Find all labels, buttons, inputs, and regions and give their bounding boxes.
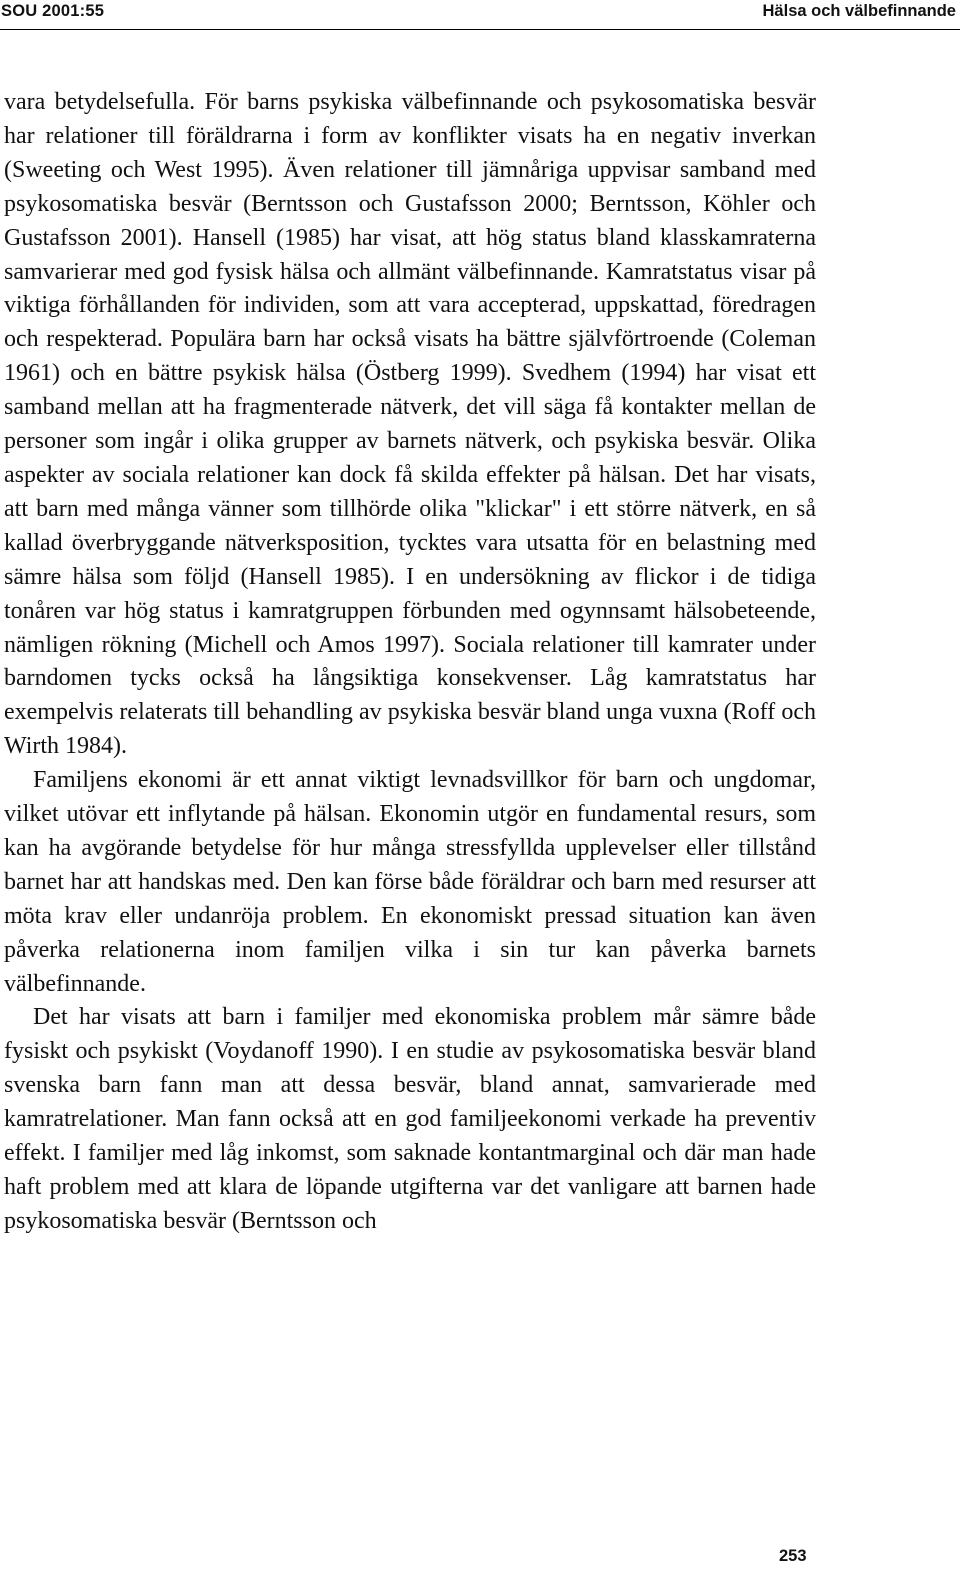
header-divider [0, 29, 960, 30]
body-text [4, 86, 816, 1239]
paragraph-1: vara betydelsefulla. För barns psykiska välbefinnande och psykosomatiska besvär har relationer till föräldrarna i form av konflikter visats ha en negativ inverkan (Sweeting och West 1995). Även relationer till jämnåriga uppvisar samband med psykosomatiska besvär (Berntsson och Gustafsson 2000; Berntsson, Köhler och Gustafsson 2001). Hansell (1985) har visat, att hög status bland klasskamraterna samvarierar med god fysisk hälsa och allmänt välbefinnande. Kamratstatus visar på viktiga förhållanden för individen, som att vara accepterad, uppskattad, föredragen och respekterad. Populära barn har också visats ha bättre självförtroende (Coleman 1961) och en bättre psykisk hälsa (Östberg 1999). Svedhem (1994) har visat ett samband mellan att ha fragmenterade nätverk, det vill säga få kontakter mellan de personer som ingår i olika grupper av barnets nätverk, och psykiska besvär. Olika aspekter av sociala relationer kan dock få skilda effekter på hälsan. Det har visats, att barn med många vänner som tillhörde olika "klickar" i ett större nätverk, en så kallad överbryggande nätverksposition, tycktes vara utsatta för en belastning med sämre hälsa som följd (Hansell 1985). I en undersökning av flickor i de tidiga tonåren var hög status i kamratgruppen förbunden med ogynnsamt hälsobeteende, nämligen rökning (Michell och Amos 1997). Sociala relationer till kamrater under barndomen tycks också ha långsiktiga konsekvenser. Låg kamratstatus har exempelvis relaterats till behandling av psykiska besvär bland unga vuxna (Roff och Wirth 1984). [4, 89, 816, 760]
chapter-title: Hälsa och välbefinnande [762, 2, 956, 20]
report-series-label: SOU 2001:55 [1, 2, 105, 20]
paragraph-3: Det har visats att barn i familjer med ekonomiska problem mår sämre både fysiskt och psykiskt (Voydanoff 1990). I en studie av psykosomatiska besvär bland svenska barn fann man att dessa besvär, bland annat, samvarierade med kamratrelationer. Man fann också att en god familjeekonomi verkade ha preventiv effekt. I familjer med låg inkomst, som saknade kontantmarginal och där man hade haft problem med att klara de löpande utgifterna var det vanligare att barnen hade psykosomatiska besvär (Berntsson och [4, 1004, 816, 1234]
page-header [0, 0, 960, 26]
page-number: 253 [779, 1547, 807, 1565]
paragraph-2: Familjens ekonomi är ett annat viktigt levnadsvillkor för barn och ungdomar, vilket utövar ett inflytande på hälsan. Ekonomin utgör en fundamental resurs, som kan ha avgörande betydelse för hur många stressfyllda upplevelser eller tillstånd barnet har att handskas med. Den kan förse både föräldrar och barn med resurser att möta krav eller undanröja problem. En ekonomiskt pressad situation kan även påverka relationerna inom familjen vilka i sin tur kan påverka barnets välbefinnande. [4, 767, 816, 997]
